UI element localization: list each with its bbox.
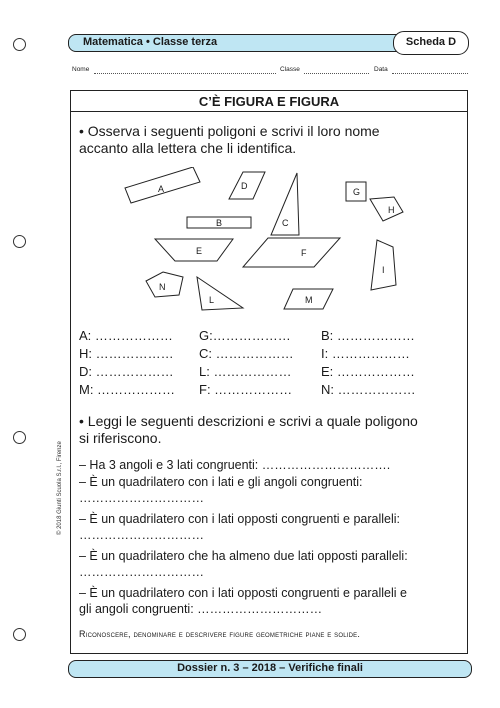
answer-f[interactable]: F: ………………	[199, 382, 293, 397]
date-label: Data	[374, 66, 388, 73]
answer-l[interactable]: L: ………………	[199, 364, 292, 379]
sheet-label: Scheda D	[405, 36, 457, 48]
shape-label: N	[159, 282, 166, 292]
shape-label: A	[158, 184, 165, 194]
shape-label: D	[241, 181, 248, 191]
date-field[interactable]	[392, 73, 468, 74]
class-label: Classe	[280, 66, 300, 73]
answer-e[interactable]: E: ………………	[321, 364, 415, 379]
exercise1-line1: • Osserva i seguenti poligoni e scrivi il loro nome	[79, 123, 380, 139]
class-field[interactable]	[304, 73, 369, 74]
shape-l	[197, 277, 243, 310]
exercise2-line1: • Leggi le seguenti descrizioni e scrivi a quale poligono	[79, 413, 418, 429]
shape-label: G	[353, 187, 361, 197]
binder-hole	[13, 431, 26, 444]
binder-hole	[13, 628, 26, 641]
title-box	[71, 91, 467, 112]
answer-line[interactable]: …………………………	[79, 528, 204, 542]
name-field[interactable]	[94, 73, 276, 74]
description-line: – È un quadrilatero con i lati opposti congruenti e paralleli e	[79, 586, 407, 600]
shape-f	[243, 238, 340, 267]
answer-d[interactable]: D: ………………	[79, 364, 174, 379]
answer-i[interactable]: I: ………………	[321, 346, 410, 361]
answer-line[interactable]: …………………………	[79, 565, 204, 579]
shape-label: B	[216, 218, 223, 228]
footer-bar	[68, 660, 472, 678]
student-fields	[72, 66, 472, 76]
learning-objective: Riconoscere, denominare e descrivere figure geometriche piane e solide.	[79, 629, 361, 639]
answer-m[interactable]: M: ………………	[79, 382, 176, 397]
name-label: Nome	[72, 66, 90, 73]
answer-line[interactable]: …………………………	[79, 491, 204, 505]
copyright-note: © 2018 Giunti Scuola S.r.l., Firenze	[57, 441, 63, 535]
shape-h	[370, 197, 403, 221]
description-line: gli angoli congruenti: …………………………	[79, 602, 323, 616]
binder-hole	[13, 235, 26, 248]
shape-label: I	[382, 265, 385, 275]
answer-a[interactable]: A: ………………	[79, 328, 173, 343]
shape-label: E	[196, 246, 203, 256]
shape-label: L	[209, 295, 215, 305]
shape-label: C	[282, 218, 289, 228]
binder-hole	[13, 38, 26, 51]
shape-label: F	[301, 248, 307, 258]
answer-h[interactable]: H: ………………	[79, 346, 174, 361]
polygons-figure	[71, 167, 467, 317]
exercise1-line2: accanto alla lettera che li identifica.	[79, 140, 297, 156]
shape-label: H	[388, 205, 395, 215]
description-line: – È un quadrilatero con i lati opposti congruenti e paralleli:	[79, 512, 401, 526]
subject-label: Matematica • Classe terza	[83, 36, 218, 48]
description-line: – È un quadrilatero con i lati e gli angoli congruenti:	[79, 475, 363, 489]
shape-e	[155, 239, 233, 261]
page-title: C’È FIGURA E FIGURA	[198, 94, 340, 109]
answer-b[interactable]: B: ………………	[321, 328, 415, 343]
description-line: – Ha 3 angoli e 3 lati congruenti: ………………………….	[79, 458, 391, 472]
worksheet-frame	[70, 90, 468, 654]
footer-label: Dossier n. 3 – 2018 – Verifiche finali	[177, 662, 363, 674]
sheet-tab	[393, 31, 469, 55]
answer-n[interactable]: N: ………………	[321, 382, 416, 397]
shape-label: M	[305, 295, 313, 305]
exercise2-line2: si riferiscono.	[79, 430, 162, 446]
description-line: – È un quadrilatero che ha almeno due lati opposti paralleli:	[79, 549, 408, 563]
answer-g[interactable]: G:………………	[199, 328, 291, 343]
answer-c[interactable]: C: ………………	[199, 346, 294, 361]
